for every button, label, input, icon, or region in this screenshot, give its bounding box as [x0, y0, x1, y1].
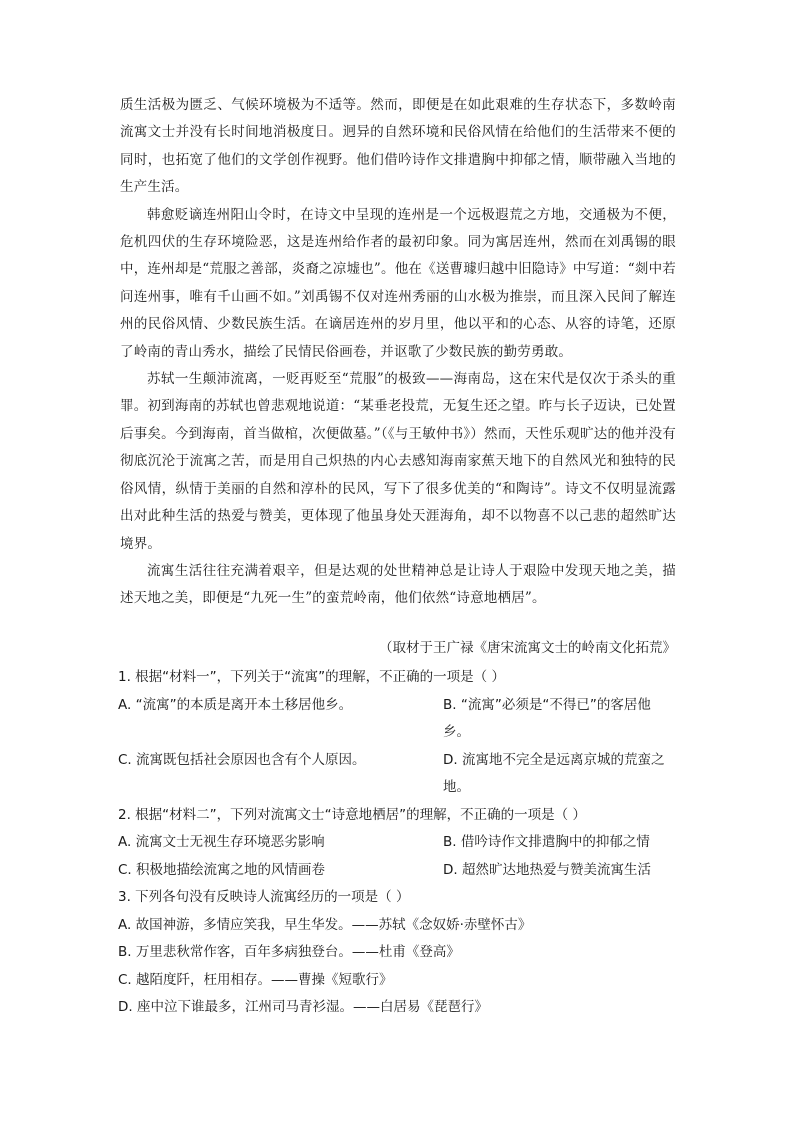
option-a[interactable]: A. 流寓文士无视生存环境恶劣影响	[118, 834, 325, 850]
passage-paragraph: 苏轼一生颠沛流离，一贬再贬至“荒服”的极致——海南岛，这在宋代是仅次于杀头的重罪。初到海南的苏轼也曾悲观地说道：“某垂老投荒，无复生还之望。昨与长子迈诀，已处置后事矣。今到海南，首当做棺，次便做墓。”（《与王敏仲书》）然而，天性乐观旷达的他并没有彻底沉沦于流寓之苦，而是用自己炽热的内心去感知海南家蕉天地下的自然风光和独特的民俗风情，纵情于美丽的自然和淳朴的民风，写下了很多优美的“和陶诗”。诗文不仅明显流露出对此种生活的热爱与赞美，更体现了他虽身处天涯海角，却不以物喜不以己悲的超然旷达境界。	[120, 371, 676, 552]
option-group	[118, 829, 676, 884]
option-d[interactable]: D. 超然旷达地热爱与赞美流寓生活	[443, 861, 651, 878]
passage-paragraph: 质生活极为匮乏、气候环境极为不适等。然而，即便是在如此艰难的生存状态下，多数岭南流寓文士并没有长时间地消极度日。迥异的自然环境和民俗风情在给他们的生活带来不便的同时，也拓宽了他们的文学创作视野。他们借吟诗作文排遣胸中抑郁之情，顺带融入当地的生产生活。	[120, 97, 676, 196]
option-d[interactable]: D. 流寓地不完全是远离京城的荒蛮之地。	[443, 751, 665, 795]
question-3	[118, 884, 676, 1022]
option-c[interactable]: C. 越陌度阡，枉用相存。——曹操《短歌行》	[118, 971, 393, 988]
question-stem: 3. 下列各句没有反映诗人流寓经历的一项是（ ）	[118, 889, 410, 905]
reading-passage	[120, 92, 676, 613]
question-list	[118, 664, 676, 1022]
option-c[interactable]: C. 流寓既包括社会原因也含有个人原因。	[118, 751, 366, 768]
question-2	[118, 802, 676, 885]
option-c[interactable]: C. 积极地描绘流寓之地的风情画卷	[118, 861, 326, 878]
question-1	[118, 664, 676, 802]
option-b[interactable]: B. 万里悲秋常作客，百年多病独登台。——杜甫《登高》	[118, 944, 460, 960]
passage-source: （取材于王广禄《唐宋流寓文士的岭南文化拓荒》	[379, 640, 676, 656]
option-b[interactable]: B. 借吟诗作文排遣胸中的抑郁之情	[443, 834, 650, 850]
option-a[interactable]: A. 故国神游，多情应笑我，早生华发。——苏轼《念奴娇·赤壁怀古》	[118, 916, 532, 933]
question-stem: 2. 根据“材料二”，下列对流寓文士“诗意地栖居”的理解，不正确的一项是（ ）	[118, 806, 586, 823]
option-d[interactable]: D. 座中泣下谁最多，江州司马青衫湿。——白居易《琵琶行》	[118, 999, 488, 1015]
option-group	[118, 692, 676, 802]
option-b[interactable]: B. “流寓”必须是“不得已”的客居他乡。	[443, 696, 651, 740]
passage-paragraph: 韩愈贬谪连州阳山令时，在诗文中呈现的连州是一个远极遐荒之方地，交通极为不便，危机四伏的生存环境险恶，这是连州给作者的最初印象。同为寓居连州，然而在刘禹锡的眼中，连州却是“荒服之善部，炎裔之凉墟也”。他在《送曹璩归越中旧隐诗》中写道：“剡中若问连州事，唯有千山画不如。”刘禹锡不仅对连州秀丽的山水极为推崇，而且深入民间了解连州的民俗风情、少数民族生活。在谪居连州的岁月里，他以平和的心态、从容的诗笔，还原了岭南的青山秀水，描绘了民情民俗画卷，并讴歌了少数民族的勤劳勇敢。	[120, 206, 676, 360]
question-stem: 1. 根据“材料一”，下列关于“流寓”的理解，不正确的一项是（ ）	[118, 669, 505, 685]
option-group	[118, 912, 676, 1022]
option-a[interactable]: A. “流寓”的本质是离开本土移居他乡。	[118, 696, 353, 713]
passage-paragraph: 流寓生活往往充满着艰辛，但是达观的处世精神总是让诗人于艰险中发现天地之美，描述天地之美，即便是“九死一生”的蛮荒岭南，他们依然“诗意地栖居”。	[120, 562, 676, 607]
